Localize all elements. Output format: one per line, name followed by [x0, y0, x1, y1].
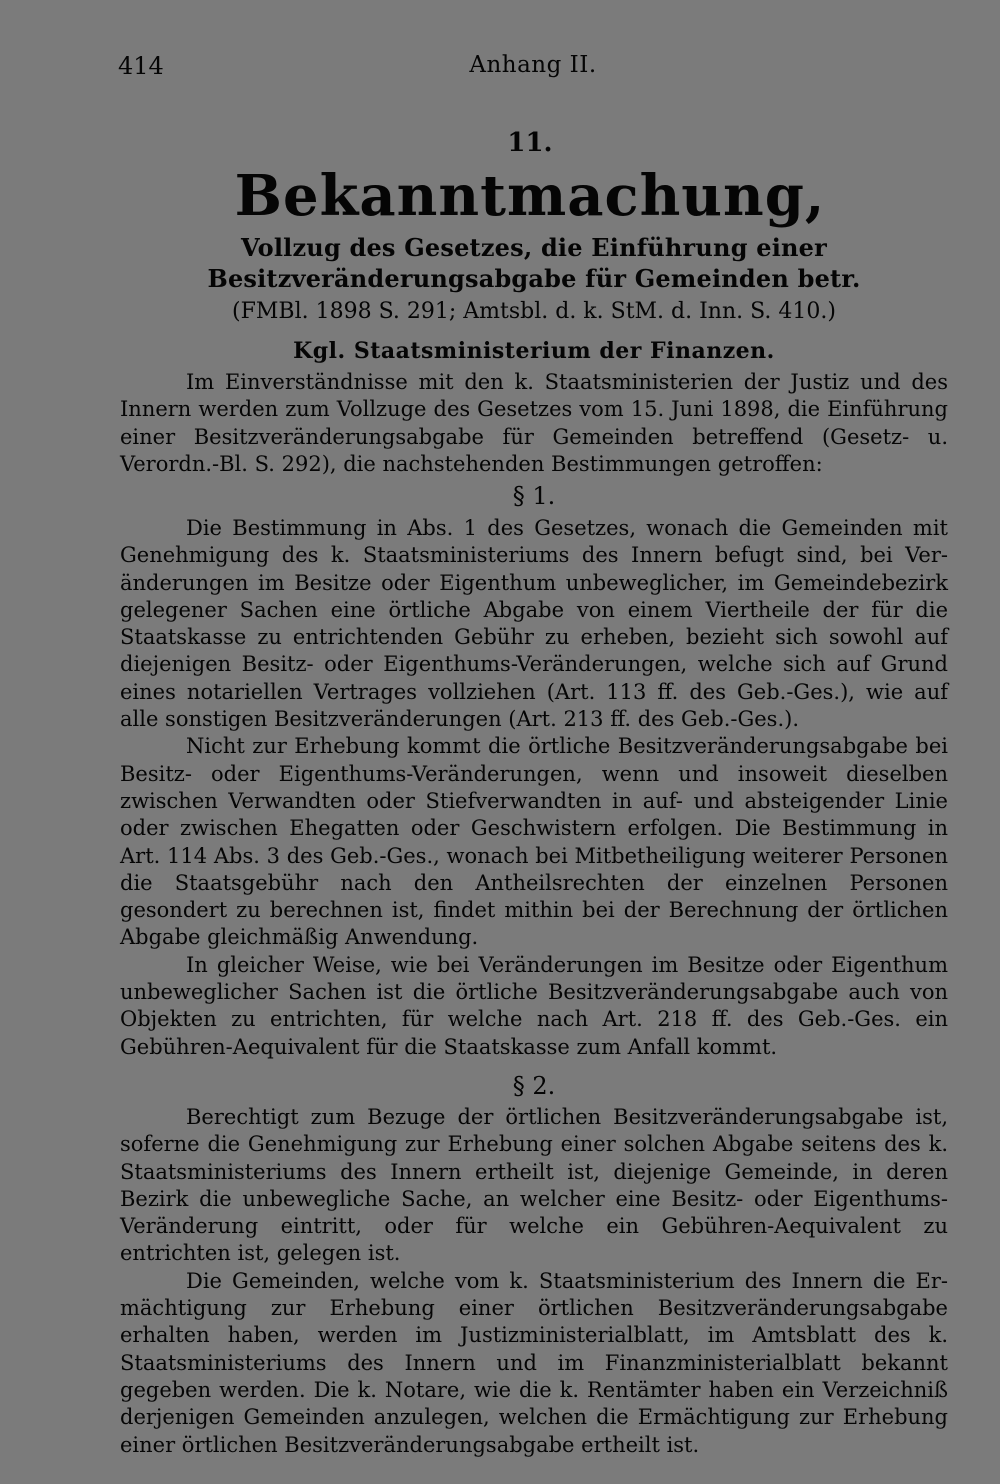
- page-number: 414: [118, 52, 164, 80]
- issuing-authority: Kgl. Staatsministerium der Finanzen.: [293, 338, 775, 364]
- section-2-text: [120, 1104, 948, 1459]
- paragraph: Berechtigt zum Bezuge der örtlichen Besitzveränderungsabgabe ist, soferne die Genehmigung zur Erhebung einer solchen Abgabe seitens des k. Staatsministeriums des Innern ertheilt ist, diejenige Gemeinde, in deren Bezirk die unbewegliche Sache, an welcher eine Besitz- oder Eigenthums-Veränderung eintritt, oder für welche ein Gebühren-Aequivalent zu entrichten ist, gelegen ist.: [120, 1105, 948, 1266]
- document-number: 11.: [507, 128, 553, 158]
- paragraph: Nicht zur Erhebung kommt die örtliche Besitzveränderungsabgabe bei Besitz- oder Eigenthums-Veränderungen, wenn und insoweit dieselben zwischen Verwandten oder Stiefverwandten in auf- und absteigender Linie oder zwischen Ehegatten oder Geschwistern erfolgen. Die Bestimmung in Art. 114 Abs. 3 des Geb.-Ges., wonach bei Mitbetheiligung weiterer Personen die Staatsgebühr nach den Antheilsrechten der einzelnen Personen gesondert zu berechnen ist, findet mithin bei der Berechnung der örtlichen Abgabe gleichmäßig Anwendung.: [120, 734, 948, 950]
- section-heading: § 1.: [512, 482, 556, 510]
- running-header: [118, 52, 948, 86]
- paragraph: Die Gemeinden, welche vom k. Staatsministerium des Innern die Ermächtigung zur Erhebung einer örtlichen Besitzveränderungsabgabe erhalten haben, werden im Justizministerialblatt, im Amtsblatt des k. Staatsministeriums des Innern und im Finanzministerialblatt bekannt gegeben werden. Die k. Notare, wie die k. Rentämter haben ein Verzeichniß derjenigen Gemeinden anzulegen, welchen die Ermächtigung zur Erhebung einer örtlichen Besitzveränderungsabgabe ertheilt ist.: [120, 1268, 948, 1457]
- paragraph: Die Bestimmung in Abs. 1 des Gesetzes, wonach die Gemeinden mit Genehmigung des k. Staatsministeriums des Innern befugt sind, bei Veränderungen im Besitze oder Eigenthum unbeweglicher, im Gemeindebezirk gelegener Sachen eine örtliche Abgabe von einem Viertheile der für die Staatskasse zu entrichtenden Gebühr zu erheben, bezieht sich sowohl auf diejenigen Besitz- oder Eigenthums-Veränderungen, welche sich auf Grund eines notariellen Vertrages vollziehen (Art. 113 ff. des Geb.-Ges.), wie auf alle sonstigen Besitzveränderungen (Art. 213 ff. des Geb.-Ges.).: [120, 516, 948, 732]
- paragraph: In gleicher Weise, wie bei Veränderungen im Besitze oder Eigenthum unbeweglicher Sachen ist die örtliche Besitzveränderungsabgabe auch von Objekten zu entrichten, für welche nach Art. 218 ff. des Geb.-Ges. ein Gebühren-Aequivalent für die Staatskasse zum Anfall kommt.: [120, 952, 948, 1059]
- intro-text: [120, 369, 948, 478]
- section-heading: § 2.: [512, 1072, 556, 1100]
- document-title: Bekanntmachung,: [234, 163, 826, 229]
- document-subtitle: Vollzug des Gesetzes, die Einführung einer Besitzveränderungsabgabe für Gemeinden betr.: [207, 233, 861, 293]
- running-title: Anhang II.: [469, 52, 597, 78]
- intro-paragraph: Im Einverständnisse mit den k. Staatsministerien der Justiz und des Innern werden zum Vollzuge des Gesetzes vom 15. Juni 1898, die Einführung einer Besitzveränderungsabgabe für Gemeinden betreffend (Gesetz- u. Verordn.-Bl. S. 292), die nachstehenden Bestimmungen getroffen:: [120, 370, 948, 476]
- citation: (FMBl. 1898 S. 291; Amtsbl. d. k. StM. d. Inn. S. 410.): [232, 299, 836, 324]
- section-1-text: [120, 515, 948, 1061]
